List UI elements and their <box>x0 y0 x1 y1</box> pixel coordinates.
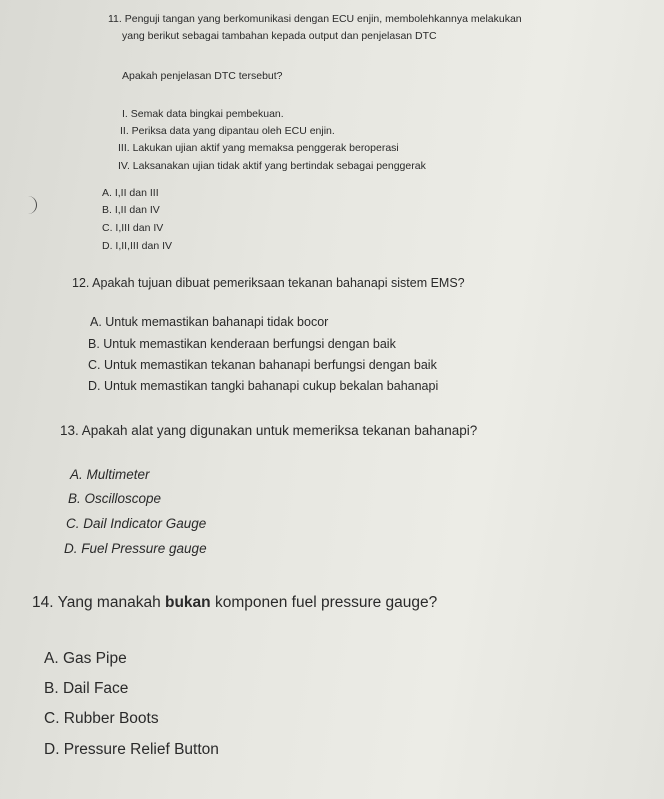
q11-statement-1: I. Semak data bingkai pembekuan. <box>122 108 284 120</box>
q13-option-a[interactable]: A. Multimeter <box>70 467 150 482</box>
q12-question: 12. Apakah tujuan dibuat pemeriksaan tekanan bahanapi sistem EMS? <box>72 276 465 290</box>
q14-option-d[interactable]: D. Pressure Relief Button <box>44 741 219 758</box>
q12-option-c[interactable]: C. Untuk memastikan tekanan bahanapi berfungsi dengan baik <box>88 358 437 372</box>
q11-question-line2: yang berikut sebagai tambahan kepada output dan penjelasan DTC <box>122 30 437 42</box>
q14-option-b[interactable]: B. Dail Face <box>44 680 129 697</box>
q13-option-b[interactable]: B. Oscilloscope <box>68 491 162 506</box>
q11-sub-question: Apakah penjelasan DTC tersebut? <box>122 70 283 82</box>
q14-question: 14. Yang manakah bukan komponen fuel pressure gauge? <box>32 594 438 611</box>
q13-question: 13. Apakah alat yang digunakan untuk memeriksa tekanan bahanapi? <box>60 423 478 438</box>
q11-statement-4: IV. Laksanakan ujian tidak aktif yang bertindak sebagai penggerak <box>118 160 426 172</box>
q13-option-d[interactable]: D. Fuel Pressure gauge <box>64 541 207 556</box>
q12-option-a[interactable]: A. Untuk memastikan bahanapi tidak bocor <box>90 315 329 329</box>
q11-statement-2: II. Periksa data yang dipantau oleh ECU enjin. <box>120 125 335 137</box>
q11-option-d[interactable]: D. I,II,III dan IV <box>102 240 173 252</box>
q14-option-a[interactable]: A. Gas Pipe <box>44 650 127 667</box>
q13-option-c[interactable]: C. Dail Indicator Gauge <box>66 516 207 531</box>
q14-emphasis: bukan <box>165 594 211 611</box>
q14-option-c[interactable]: C. Rubber Boots <box>44 710 159 727</box>
q11-statement-3: III. Lakukan ujian aktif yang memaksa penggerak beroperasi <box>118 142 399 154</box>
q11-option-c[interactable]: C. I,III dan IV <box>102 222 164 234</box>
margin-mark <box>26 196 37 214</box>
q12-option-d[interactable]: D. Untuk memastikan tangki bahanapi cukup bekalan bahanapi <box>88 379 439 393</box>
q11-option-a[interactable]: A. I,II dan III <box>102 187 159 199</box>
q12-option-b[interactable]: B. Untuk memastikan kenderaan berfungsi dengan baik <box>88 337 396 351</box>
q11-question-line1: 11. Penguji tangan yang berkomunikasi dengan ECU enjin, membolehkannya melakukan <box>108 13 522 25</box>
q11-option-b[interactable]: B. I,II dan IV <box>102 204 160 216</box>
